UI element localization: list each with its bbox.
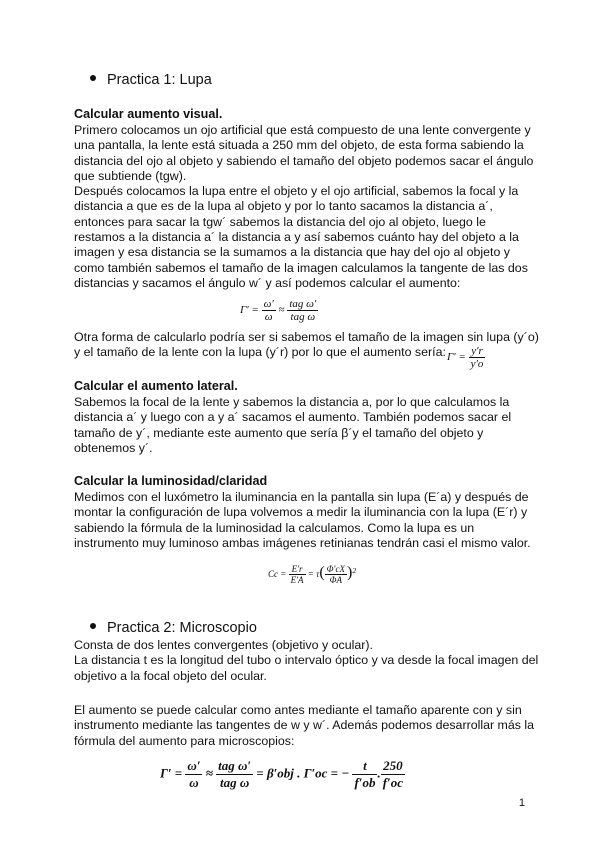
text-line: instrumento mediante las tangentes de w y w´. Además podemos desarrollar más la [74, 718, 535, 733]
paragraph-aumento-microscopio [74, 703, 534, 749]
text-line: objetivo a la focal objeto del ocular. [74, 668, 267, 683]
bullet-icon [90, 75, 96, 81]
heading-luminosidad: Calcular la luminosidad/claridad [74, 474, 268, 488]
heading-aumento-visual: Calcular aumento visual. [74, 107, 223, 121]
text-line: que subtiende (tgw). [74, 168, 187, 183]
formula-luminosidad: Cc = $\frac{E'r}{E'A}$ = τ( $\frac{\Phi'cX}{\Phi A}$ )$^2$ [268, 564, 357, 586]
text-line: y el tamaño de la lente con la lupa (y´r) por lo que el aumento sería: [74, 345, 446, 360]
text-line: La distancia t es la longitud del tubo o intervalo óptico y va desde la focal imagen del [74, 653, 539, 668]
text-line: montar la configuración de lupa volvemos a medir la iluminancia con la lupa (E´r) y [74, 505, 528, 520]
text-line: fórmula del aumento para microscopios: [74, 733, 295, 748]
section-bullet-practica-2 [90, 620, 257, 636]
page-number: 1 [518, 797, 525, 809]
text-line: Medimos con el luxómetro la iluminancia en la pantalla sin lupa (E´a) y después de [74, 490, 529, 504]
paragraph-luminosidad [74, 490, 534, 551]
section-title: Practica 2: Microscopio [107, 620, 257, 636]
text-line: Primero colocamos un ojo artificial que está compuesto de una lente convergente y [74, 123, 531, 137]
text-line: Otra forma de calcularlo podría ser si sabemos el tamaño de la imagen sin lupa (y´o) [74, 330, 539, 344]
paragraph-aumento-visual [74, 123, 534, 291]
text-line: entonces para sacar la tgw´ sabemos la distancia del ojo al objeto, luego le [74, 214, 486, 229]
text-line: una pantalla, la lente está situada a 250 mm del objeto, de esta forma sabiendo la [74, 138, 524, 153]
text-line: Después colocamos la lupa entre el objeto y el ojo artificial, sabemos la focal y la [74, 184, 519, 199]
text-line: imagen y esa distancia se la sumamos a la distancia que hay del ojo al objeto y [74, 245, 510, 260]
text-line: tamaño de y´, mediante este aumento que sería β´y el tamaño del objeto y [74, 425, 484, 440]
section-bullet-practica-1 [90, 72, 212, 88]
text-line: El aumento se puede calcular como antes mediante el tamaño aparente con y sin [74, 703, 522, 717]
text-line: como también sabemos el tamaño de la imagen calculamos la tangente de las dos [74, 260, 528, 275]
section-title: Practica 1: Lupa [107, 72, 212, 88]
text-line: distancia a´ y luego con a y a´ sacamos el aumento. También podemos sacar el [74, 410, 512, 425]
text-line: Consta de dos lentes convergentes (objetivo y ocular). [74, 638, 373, 652]
paragraph-aumento-lateral [74, 395, 534, 456]
text-line: restamos a la distancia a´ la distancia a y así sabemos cuánto hay del objeto a la [74, 230, 519, 245]
text-line: distancias y sacamos el ángulo w´ y así podemos calcular el aumento: [74, 275, 461, 290]
formula-aumento-tamano: Γ′ = $\frac{y'r}{y'o}$ [447, 345, 484, 370]
text-line: instrumento muy luminoso ambas imágenes retinianas tendrán casi el mismo valor. [74, 535, 531, 550]
text-line: obtenemos y´. [74, 440, 153, 455]
heading-aumento-lateral: Calcular el aumento lateral. [74, 379, 238, 393]
paragraph-microscopio [74, 638, 539, 684]
bullet-icon [90, 623, 96, 629]
text-line: distancia del ojo al objeto y sabiendo el tamaño del objeto podemos sacar el ángulo [74, 153, 534, 168]
text-line: Sabemos la focal de la lente y sabemos la distancia a, por lo que calculamos la [74, 395, 510, 409]
text-line: sabiendo la fórmula de la luminosidad la calculamos. Como la lupa es un [74, 520, 475, 535]
formula-aumento-visual: Γ′ = $\frac{\omega'}{\omega}$ ≈ $\frac{\text{tag ω′}}{\text{tag ω}}$ [240, 298, 317, 323]
text-line: distancia a que es de la lupa al objeto y por lo tanto sacamos la distancia a´, [74, 199, 493, 214]
formula-aumento-microscopio: Γ′ = $\frac{\omega'}{\omega}$ ≈ $\frac{\text{tag ω′}}{\text{tag ω}}$ = β′obj . Γ′oc = − $\frac{t}{f'ob}$ . $\frac{250}{f'oc}$ [160, 758, 403, 790]
